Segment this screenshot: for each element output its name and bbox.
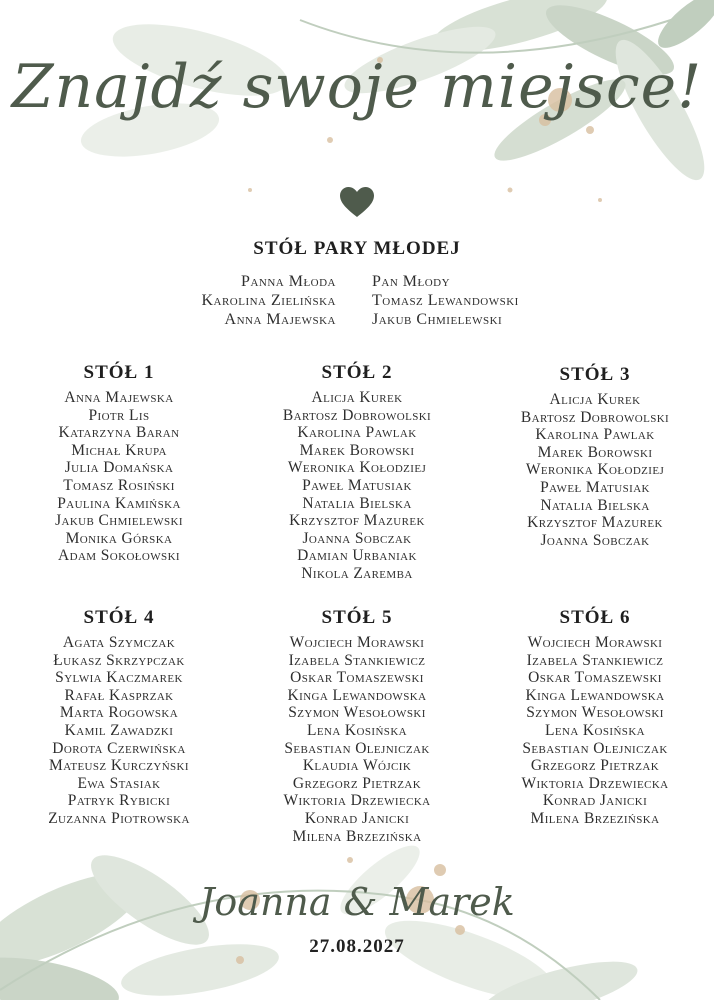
guest-name: Agata Szymczak xyxy=(62,634,176,651)
guest-name: Bartosz Dobrowolski xyxy=(282,406,432,424)
guest-name: Mateusz Kurczyński xyxy=(49,757,189,775)
couple-name: Karolina Zielińska xyxy=(201,292,336,309)
guest-name: Krzysztof Mazurek xyxy=(527,514,663,532)
guest-name: Damian Urbaniak xyxy=(297,547,417,565)
guest-name: Marek Borowski xyxy=(299,441,415,459)
guest-name: Rafał Kasprzak xyxy=(64,686,174,704)
guest-name: Joanna Sobczak xyxy=(540,531,650,549)
guest-name: Klaudia Wójcik xyxy=(302,757,412,775)
guest-name: Michał Krupa xyxy=(71,441,167,459)
table-title: STÓŁ 4 xyxy=(83,607,155,628)
guest-name: Katarzyna Baran xyxy=(58,424,180,442)
guest-name: Wiktoria Drzewiecka xyxy=(283,792,431,810)
table-5 xyxy=(238,607,476,845)
table-title: STÓŁ 3 xyxy=(559,364,631,385)
guest-name: Milena Brzezińska xyxy=(292,827,422,845)
guest-name: Ewa Stasiak xyxy=(77,774,161,792)
guest-name: Alicja Kurek xyxy=(549,391,641,408)
table-title: STÓŁ 5 xyxy=(321,607,393,628)
guest-name: Izabela Stankiewicz xyxy=(526,651,664,669)
guest-name: Zuzanna Piotrowska xyxy=(48,809,190,827)
guest-name: Lena Kosińska xyxy=(544,721,646,739)
guest-name: Milena Brzezińska xyxy=(530,809,660,827)
guest-name: Kinga Lewandowska xyxy=(525,686,665,704)
table-2 xyxy=(238,362,476,583)
guest-name: Kamil Zawadzki xyxy=(64,721,174,739)
guest-name: Oskar Tomaszewski xyxy=(290,669,424,687)
guest-name: Anna Majewska xyxy=(64,389,174,406)
guest-name: Wojciech Morawski xyxy=(289,634,425,651)
table-title: STÓŁ 2 xyxy=(321,362,393,383)
couple-name: Panna Młoda xyxy=(241,273,336,290)
guest-name: Szymon Wesołowski xyxy=(526,704,664,722)
guest-name: Tomasz Rosiński xyxy=(63,476,175,494)
couple-table-left-column xyxy=(201,272,336,329)
guest-name: Paweł Matusiak xyxy=(302,476,412,494)
table-4 xyxy=(0,607,238,828)
guest-name: Kinga Lewandowska xyxy=(287,686,427,704)
guest-name: Piotr Lis xyxy=(88,406,150,424)
guest-name: Marta Rogowska xyxy=(59,704,179,722)
guest-name: Szymon Wesołowski xyxy=(288,704,426,722)
table-title: STÓŁ 1 xyxy=(83,362,155,383)
guest-name: Oskar Tomaszewski xyxy=(528,669,662,687)
guest-name: Patryk Rybicki xyxy=(67,792,171,810)
guest-name: Paulina Kamińska xyxy=(57,494,181,512)
guest-name: Karolina Pawlak xyxy=(297,424,417,442)
guest-name: Alicja Kurek xyxy=(311,389,403,406)
couple-name: Pan Młody xyxy=(372,273,451,290)
wedding-date: 27.08.2027 xyxy=(309,936,405,957)
guest-name: Julia Domańska xyxy=(64,459,174,477)
couple-table-right-column xyxy=(372,272,519,329)
couple-name: Jakub Chmielewski xyxy=(372,311,503,328)
guest-name: Konrad Janicki xyxy=(542,792,648,810)
table-3 xyxy=(476,364,714,549)
table-title: STÓŁ 6 xyxy=(559,607,631,628)
guest-name: Dorota Czerwińska xyxy=(52,739,186,757)
page-title: Znajdź swoje miejsce! xyxy=(11,52,703,122)
heart-icon xyxy=(339,186,375,218)
guest-name: Karolina Pawlak xyxy=(535,426,655,444)
guest-name: Izabela Stankiewicz xyxy=(288,651,426,669)
table-6 xyxy=(476,607,714,828)
couple-table-title: STÓŁ PARY MŁODEJ xyxy=(253,238,461,259)
guest-name: Krzysztof Mazurek xyxy=(289,512,425,530)
couple-signature: Joanna & Marek xyxy=(199,880,515,924)
guest-name: Konrad Janicki xyxy=(304,809,410,827)
guest-name: Grzegorz Pietrzak xyxy=(292,774,422,792)
guest-name: Grzegorz Pietrzak xyxy=(530,757,660,775)
guest-name: Joanna Sobczak xyxy=(302,529,412,547)
guest-name: Weronika Kołodziej xyxy=(287,459,427,477)
guest-name: Natalia Bielska xyxy=(540,496,650,514)
guest-name: Bartosz Dobrowolski xyxy=(520,408,670,426)
guest-name: Lena Kosińska xyxy=(306,721,408,739)
guest-name: Sebastian Olejniczak xyxy=(522,739,668,757)
guest-name: Wojciech Morawski xyxy=(527,634,663,651)
guest-name: Natalia Bielska xyxy=(302,494,412,512)
guest-name: Sylwia Kaczmarek xyxy=(55,669,183,687)
guest-name: Jakub Chmielewski xyxy=(55,512,183,530)
table-1 xyxy=(0,362,238,565)
guest-name: Weronika Kołodziej xyxy=(525,461,665,479)
guest-name: Sebastian Olejniczak xyxy=(284,739,430,757)
guest-name: Wiktoria Drzewiecka xyxy=(521,774,669,792)
couple-name: Tomasz Lewandowski xyxy=(372,292,519,309)
guest-name: Marek Borowski xyxy=(537,443,653,461)
guest-name: Adam Sokołowski xyxy=(58,547,180,565)
guest-name: Nikola Zaremba xyxy=(301,564,413,582)
couple-name: Anna Majewska xyxy=(224,311,336,328)
guest-name: Paweł Matusiak xyxy=(540,478,650,496)
guest-name: Łukasz Skrzypczak xyxy=(53,651,185,669)
guest-name: Monika Górska xyxy=(65,529,173,547)
